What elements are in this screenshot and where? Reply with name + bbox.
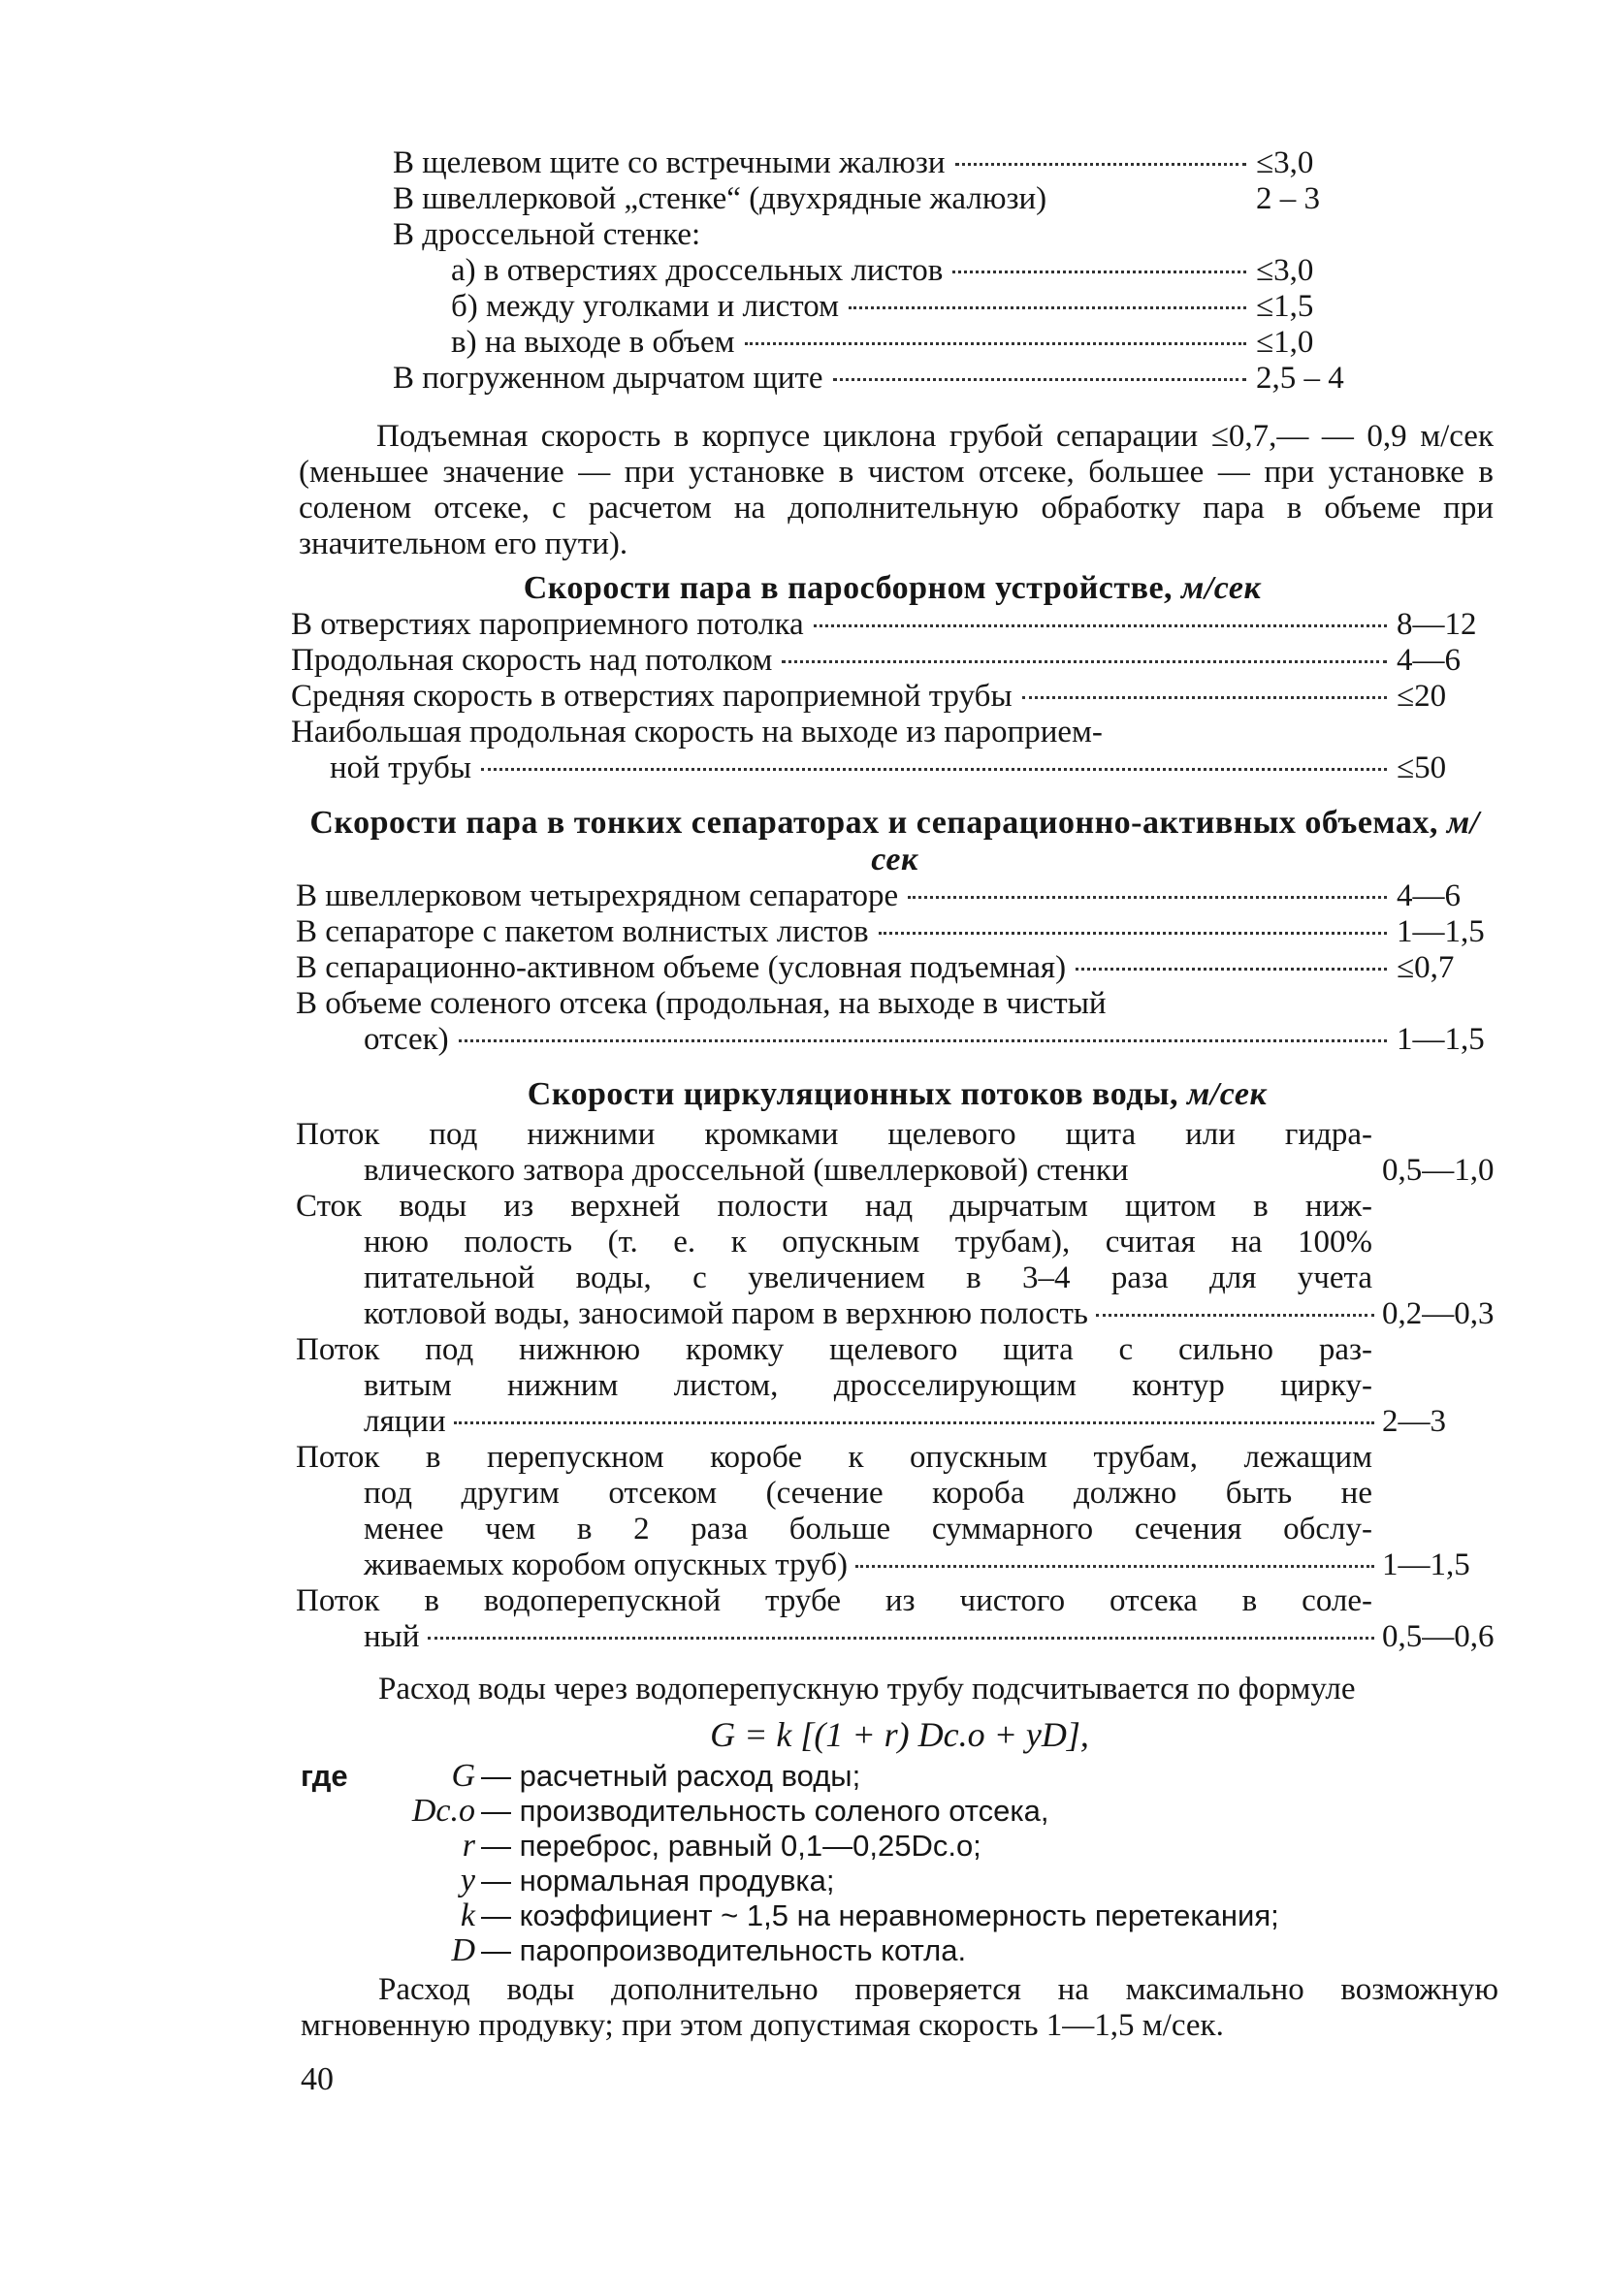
formula-block — [301, 1672, 1498, 2097]
dot-leader — [814, 624, 1387, 627]
section-rows — [296, 878, 1494, 986]
section-items — [296, 1117, 1498, 1655]
section-title-unit: м/сек — [1181, 570, 1262, 606]
row-value: ≤50 — [1397, 750, 1447, 785]
leader-row — [393, 325, 1372, 361]
row-value: ≤3,0 — [1256, 145, 1314, 180]
leader-row — [296, 914, 1494, 950]
row-label: в) на выходе в объем — [451, 325, 735, 360]
flow-item — [296, 1440, 1498, 1583]
flow-item-value: 0,2—0,3 — [1382, 1296, 1495, 1331]
dot-leader — [1096, 1314, 1374, 1317]
section-title-text: Скорости пара в паросборном устройстве, — [523, 570, 1174, 606]
paragraph-text: Подъемная скорость в корпусе циклона грубой сепарации ≤0,7,— — 0,9 м/сек (меньшее значение — при установке в чистом отсеке, большее — при установке в соленом отсеке, с расчетом на дополнительную обработку пара в объеме при значительном его пути). — [299, 419, 1494, 561]
flow-item-value: 1—1,5 — [1382, 1547, 1470, 1582]
row-value: 4—6 — [1397, 643, 1461, 678]
dot-leader — [833, 378, 1246, 381]
flow-item-value: 0,5—0,6 — [1382, 1619, 1495, 1654]
definition-row — [301, 1933, 1498, 1968]
section-steam-collector — [291, 570, 1494, 786]
definition-text: — коэффициент ~ 1,5 на неравномерность перетекания; — [481, 1898, 1279, 1932]
definition-symbol: y — [460, 1863, 475, 1898]
dot-leader — [849, 306, 1246, 309]
definitions-header: где — [301, 1759, 348, 1793]
definition-row — [301, 1794, 1498, 1829]
row-label: В отверстиях пароприемного потолка — [291, 607, 804, 642]
leader-row — [393, 253, 1372, 289]
row-label: а) в отверстиях дроссельных листов — [451, 253, 944, 288]
dot-leader — [459, 1039, 1387, 1042]
definition-text: — производительность соленого отсека, — [481, 1794, 1049, 1828]
row-label: Средняя скорость в отверстиях пароприемной трубы — [291, 679, 1013, 714]
flow-item-value: 2—3 — [1382, 1404, 1446, 1439]
row-value: 8—12 — [1397, 607, 1477, 642]
definition-text: — паропроизводительность котла. — [481, 1933, 967, 1967]
flow-item-line: Сток воды из верхней полости над дырчатым щитом в ниж- — [296, 1189, 1372, 1224]
section-fine-separators — [296, 805, 1494, 1058]
formula: G = k [(1 + r) Dс.о + yD], — [710, 1715, 1089, 1754]
paragraph-lift-speed — [299, 419, 1494, 562]
row-label: В швеллерковой „стенке“ (двухрядные жалюзи) — [393, 181, 1047, 216]
flow-item-text: ный — [364, 1619, 420, 1654]
definition-symbol: Dс.о — [411, 1793, 475, 1829]
flow-item — [296, 1332, 1498, 1440]
section-rows — [291, 607, 1494, 715]
leader-row — [296, 950, 1494, 986]
flow-item — [296, 1583, 1498, 1655]
row-label: В сепарационно-активном объеме (условная подъемная) — [296, 950, 1067, 985]
flow-item-line — [296, 1547, 1498, 1583]
dot-leader — [1076, 968, 1387, 971]
row-label: б) между уголками и листом — [451, 289, 840, 324]
definition-text: — нормальная продувка; — [481, 1864, 835, 1897]
flow-item-text: котловой воды, заносимой паром в верхнюю полость — [364, 1296, 1088, 1331]
dot-leader — [1022, 696, 1387, 699]
row-value: ≤0,7 — [1397, 950, 1455, 985]
row-value: ≤3,0 — [1256, 253, 1314, 288]
flow-item-line: витым нижним листом, дросселирующим контур цирку- — [364, 1368, 1372, 1403]
row-label: В щелевом щите со встречными жалюзи — [393, 145, 946, 180]
flow-item-line: Поток в водоперепускной трубе из чистого отсека в соле- — [296, 1583, 1372, 1618]
section-title-unit: м/сек — [871, 805, 1480, 877]
section-circulation-flows — [296, 1076, 1498, 1655]
dot-leader — [782, 660, 1387, 663]
leader-row — [393, 289, 1372, 325]
row-value: ≤1,5 — [1256, 289, 1314, 324]
section-title — [296, 805, 1494, 878]
flow-item-line: Поток под нижними кромками щелевого щита или гидра- — [296, 1117, 1372, 1152]
dot-leader — [879, 932, 1387, 935]
section-title-text: Скорости циркуляционных потоков воды, — [527, 1076, 1178, 1112]
section-title-unit: м/сек — [1186, 1076, 1268, 1112]
last-item-row — [291, 750, 1494, 786]
row-value: 2 – 3 — [1256, 181, 1320, 216]
definition-row — [301, 1829, 1498, 1864]
leader-row — [291, 679, 1494, 715]
row-value: 2,5 – 4 — [1256, 361, 1344, 396]
definition-symbol: r — [462, 1828, 475, 1864]
last-item-row — [296, 1022, 1494, 1058]
dot-leader — [952, 271, 1246, 273]
row-label: В швеллерковом четырехрядном сепараторе — [296, 878, 899, 913]
row-label: В дроссельной стенке: — [393, 217, 701, 252]
section-title — [296, 1076, 1498, 1113]
paragraph-max-blowdown: Расход воды дополнительно проверяется на максимально возможную мгновенную продувку; при этом допустимая скорость 1—1,5 м/сек. — [301, 1972, 1498, 2043]
last-item-line: Наибольшая продольная скорость на выходе из пароприем- — [291, 715, 1103, 749]
row-value: ≤1,0 — [1256, 325, 1314, 360]
leader-row — [393, 361, 1372, 397]
leader-row — [393, 181, 1372, 217]
dot-leader — [428, 1637, 1375, 1640]
flow-item — [296, 1117, 1498, 1189]
top-velocity-list — [393, 145, 1372, 397]
row-label: ной трубы — [330, 750, 471, 785]
row-value: 1—1,5 — [1397, 1022, 1485, 1057]
section-title-text: Скорости пара в тонких сепараторах и сепарационно-активных объемах, — [309, 805, 1438, 841]
dot-leader — [855, 1565, 1374, 1568]
flow-item-line: Поток в перепускном коробе к опускным трубам, лежащим — [296, 1440, 1372, 1475]
flow-item — [296, 1189, 1498, 1332]
leader-row — [296, 878, 1494, 914]
definition-row — [301, 1759, 1498, 1794]
flow-item-value: 0,5—1,0 — [1382, 1153, 1495, 1188]
leader-row — [393, 217, 1372, 253]
dot-leader — [454, 1421, 1374, 1424]
flow-item-text: ляции — [364, 1404, 446, 1439]
flow-item-line — [296, 1404, 1498, 1440]
row-value: ≤20 — [1397, 679, 1447, 714]
dot-leader — [955, 163, 1246, 166]
section-last-item — [296, 986, 1494, 1058]
definition-text: — расчетный расход воды; — [481, 1759, 861, 1793]
definition-symbol: G — [451, 1758, 475, 1794]
row-label: Продольная скорость над потолком — [291, 643, 773, 678]
section-last-item — [291, 715, 1494, 786]
paragraph-formula-intro: Расход воды через водоперепускную трубу подсчитывается по формуле — [378, 1672, 1356, 1706]
leader-row — [291, 643, 1494, 679]
page-number: 40 — [301, 2061, 334, 2097]
flow-item-text: живаемых коробом опускных труб) — [364, 1547, 849, 1582]
flow-item-line: под другим отсеком (сечение короба должно быть не — [364, 1476, 1372, 1511]
definitions — [301, 1759, 1498, 1968]
flow-item-line — [296, 1296, 1498, 1332]
leader-row — [291, 607, 1494, 643]
row-label: отсек) — [364, 1022, 449, 1057]
flow-item-line: нюю полость (т. е. к опускным трубам), считая на 100% — [364, 1225, 1372, 1260]
row-value: 1—1,5 — [1397, 914, 1485, 949]
flow-item-line: питательной воды, с увеличением в 3–4 раза для учета — [364, 1260, 1372, 1295]
definition-symbol: k — [460, 1897, 475, 1933]
definition-list — [301, 1759, 1498, 1968]
row-label: В сепараторе с пакетом волнистых листов — [296, 914, 869, 949]
flow-item-line: менее чем в 2 раза больше суммарного сечения обслу- — [364, 1512, 1372, 1547]
definition-symbol: D — [451, 1932, 475, 1968]
flow-item-text: влического затвора дроссельной (швеллерковой) стенки — [364, 1153, 1129, 1188]
flow-item-line — [296, 1619, 1498, 1655]
dot-leader — [745, 342, 1246, 345]
dot-leader — [908, 896, 1387, 899]
definition-row — [301, 1898, 1498, 1933]
row-value: 4—6 — [1397, 878, 1461, 913]
flow-item-line — [296, 1153, 1498, 1189]
leader-row — [393, 145, 1372, 181]
last-item-line: В объеме соленого отсека (продольная, на выходе в чистый — [296, 986, 1107, 1021]
definition-text: — переброс, равный 0,1—0,25Dс.о; — [481, 1829, 981, 1863]
dot-leader — [481, 768, 1387, 771]
row-label: В погруженном дырчатом щите — [393, 361, 823, 396]
flow-item-line: Поток под нижнюю кромку щелевого щита с сильно раз- — [296, 1332, 1372, 1367]
section-title — [291, 570, 1494, 607]
definition-row — [301, 1864, 1498, 1898]
